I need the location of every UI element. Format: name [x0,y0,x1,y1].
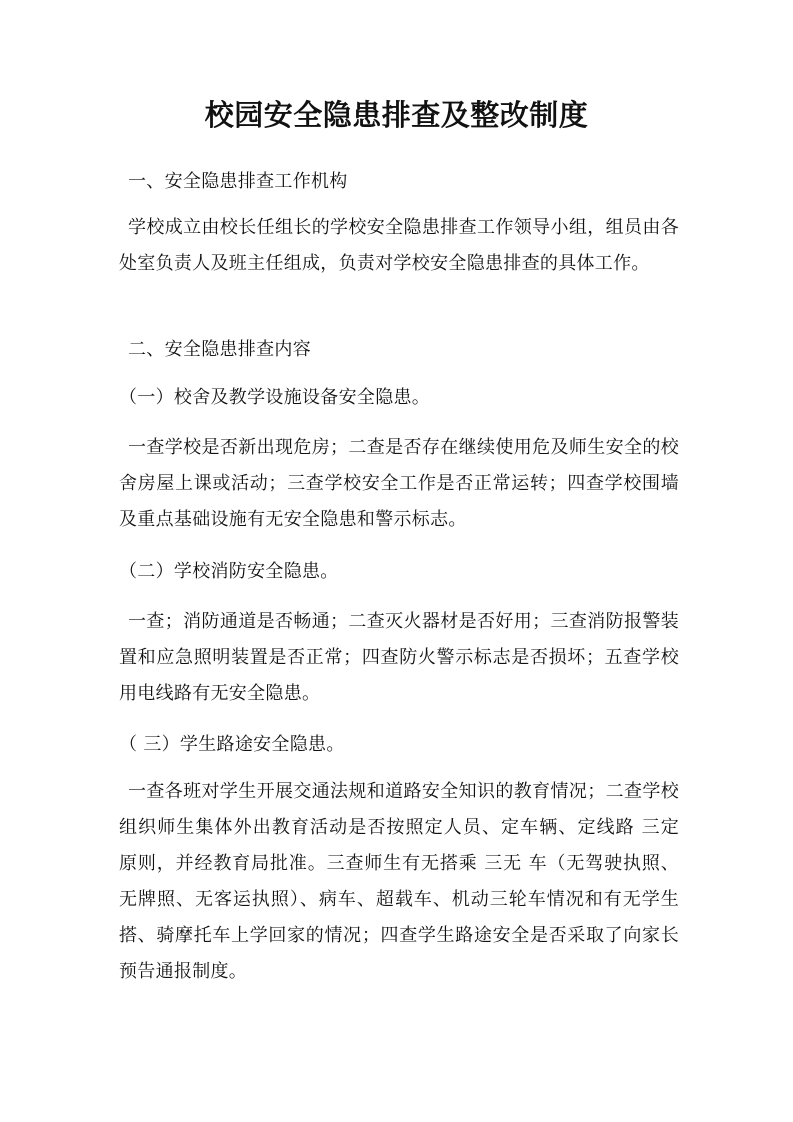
section-heading-2: 二、安全隐患排查内容 [128,339,311,360]
subsection-heading-3: （ 三）学生路途安全隐患。 [119,734,345,755]
subsection-heading-1: （一）校舍及教学设施设备安全隐患。 [119,387,431,408]
paragraph-route-safety: 一查各班对学生开展交通法规和道路安全知识的教育情况；二查学校组织师生集体外出教育活动是否按照定人员、定车辆、定线路 三定 原则，并经教育局批准。三查师生有无搭乘 三无 车（无驾驶执照、无牌照、无客运执照）、病车、超载车、机动三轮车情况和有无学生搭、骑摩托车上学回家的情况；四查学生路途安全是否采取了向家长预告通报制度。 [119,781,679,982]
subsection-heading-2: （二）学校消防安全隐患。 [119,561,339,582]
document-title: 校园安全隐患排查及整改制度 [204,98,589,132]
paragraph-fire-safety: 一查；消防通道是否畅通；二查灭火器材是否好用；三查消防报警装置和应急照明装置是否正常；四查防火警示标志是否损坏；五查学校用电线路有无安全隐患。 [119,611,679,704]
paragraph-campus-facilities: 一查学校是否新出现危房；二查是否存在继续使用危及师生安全的校舍房屋上课或活动；三查学校安全工作是否正常运转；四查学校围墙及重点基础设施有无安全隐患和警示标志。 [119,437,679,530]
section-heading-1: 一、安全隐患排查工作机构 [128,171,348,192]
paragraph-organization: 学校成立由校长任组长的学校安全隐患排查工作领导小组，组员由各处室负责人及班主任组成，负责对学校安全隐患排查的具体工作。 [119,217,679,274]
